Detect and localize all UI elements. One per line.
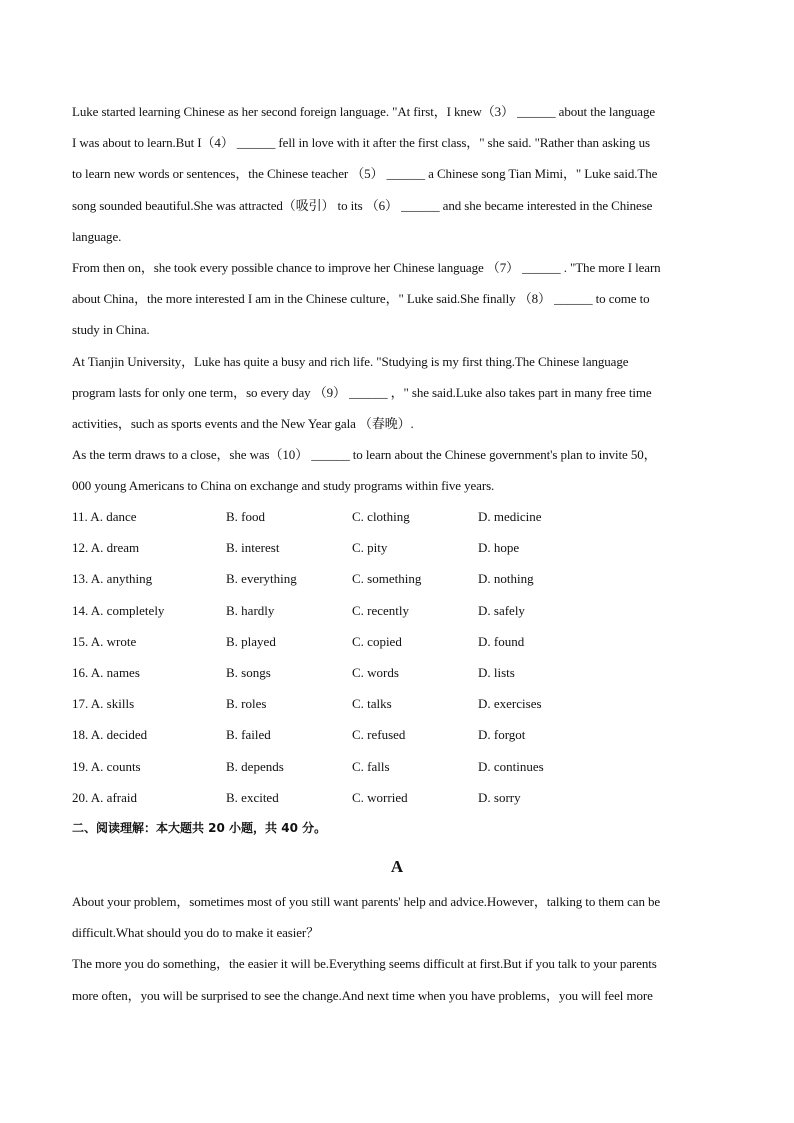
passage-title: A	[390, 857, 404, 876]
passage-line: about China，the more interested I am in the Chinese culture，" Luke said.She finally （8） ______ to come to	[72, 291, 650, 307]
option-d: D. exercises	[478, 696, 542, 712]
question-options-row	[72, 600, 722, 631]
option-c: C. falls	[352, 758, 390, 774]
reading-passage-a	[72, 891, 722, 1016]
option-c: C. words	[352, 664, 399, 680]
option-a: 17. A. skills	[72, 696, 135, 712]
option-c: C. recently	[352, 602, 410, 618]
passage-line: As the term draws to a close，she was（10） ______ to learn about the Chinese government's plan to invite 50，	[72, 447, 657, 463]
question-options-row	[72, 756, 722, 787]
option-b: B. roles	[226, 696, 267, 712]
answer-options	[72, 506, 722, 818]
question-options-row	[72, 506, 722, 537]
passage-line: I was about to learn.But I（4） ______ fell in love with it after the first class，" she said. "Rather than asking us	[72, 135, 650, 151]
option-a: 13. A. anything	[72, 571, 153, 587]
option-b: B. failed	[226, 727, 271, 743]
option-b: B. played	[226, 633, 276, 649]
option-b: B. hardly	[226, 602, 275, 618]
option-c: C. copied	[352, 633, 402, 649]
option-d: D. lists	[478, 664, 515, 680]
question-options-row	[72, 568, 722, 599]
option-b: B. songs	[226, 664, 271, 680]
option-d: D. forgot	[478, 727, 526, 743]
option-a: 19. A. counts	[72, 758, 141, 774]
option-a: 15. A. wrote	[72, 633, 137, 649]
passage-line: difficult.What should you do to make it easier？	[72, 925, 320, 941]
question-options-row	[72, 537, 722, 568]
question-options-row	[72, 662, 722, 693]
passage-line: At Tianjin University，Luke has quite a busy and rich life. "Studying is my first thing.The Chinese language	[72, 353, 629, 369]
option-b: B. everything	[226, 571, 297, 587]
option-c: C. talks	[352, 696, 392, 712]
option-c: C. refused	[352, 727, 406, 743]
question-options-row	[72, 693, 722, 724]
cloze-passage	[72, 101, 722, 506]
option-a: 14. A. completely	[72, 602, 165, 618]
question-options-row	[72, 787, 722, 818]
option-c: C. pity	[352, 540, 388, 556]
option-b: B. excited	[226, 789, 279, 805]
option-b: B. interest	[226, 540, 280, 556]
passage-line: The more you do something，the easier it will be.Everything seems difficult at first.But if you talk to your parents	[72, 956, 657, 972]
option-b: B. food	[226, 509, 265, 524]
passage-line: program lasts for only one term，so every day （9） ______ ，" she said.Luke also takes part in many free time	[72, 384, 652, 400]
passage-line: 000 young Americans to China on exchange and study programs within five years.	[72, 478, 495, 494]
question-options-row	[72, 631, 722, 662]
option-c: C. clothing	[352, 509, 410, 524]
option-a: 16. A. names	[72, 664, 140, 680]
passage-line: From then on，she took every possible chance to improve her Chinese language （7） ______ . "The more I learn	[72, 259, 661, 275]
passage-line: to learn new words or sentences，the Chinese teacher （5） ______ a Chinese song Tian Mimi，" Luke said.The	[72, 166, 658, 182]
option-b: B. depends	[226, 758, 284, 774]
option-a: 11. A. dance	[72, 509, 137, 524]
option-d: D. continues	[478, 758, 544, 774]
passage-line: more often，you will be surprised to see the change.And next time when you have problems，you will feel more	[72, 987, 653, 1003]
option-d: D. medicine	[478, 509, 542, 524]
question-options-row	[72, 724, 722, 755]
option-c: C. worried	[352, 789, 408, 805]
option-a: 20. A. afraid	[72, 789, 137, 805]
option-d: D. hope	[478, 540, 520, 556]
section-heading: 二、阅读理解：本大题共 20 小题，共 40 分。	[72, 821, 327, 835]
passage-line: About your problem，sometimes most of you still want parents' help and advice.However，talking to them can be	[72, 894, 661, 909]
option-d: D. sorry	[478, 789, 521, 805]
passage-line: song sounded beautiful.She was attracted（吸引） to its （6） ______ and she became interested in the Chinese	[72, 197, 653, 213]
option-a: 18. A. decided	[72, 727, 148, 743]
option-d: D. safely	[478, 602, 525, 618]
passage-line: study in China.	[72, 322, 150, 338]
option-c: C. something	[352, 571, 422, 587]
option-d: D. nothing	[478, 571, 534, 587]
passage-line: activities，such as sports events and the New Year gala （春晚）.	[72, 415, 414, 431]
passage-line: Luke started learning Chinese as her second foreign language. "At first，I knew（3） ______ about the language	[72, 104, 656, 119]
passage-line: language.	[72, 228, 122, 244]
option-d: D. found	[478, 633, 525, 649]
option-a: 12. A. dream	[72, 540, 140, 556]
